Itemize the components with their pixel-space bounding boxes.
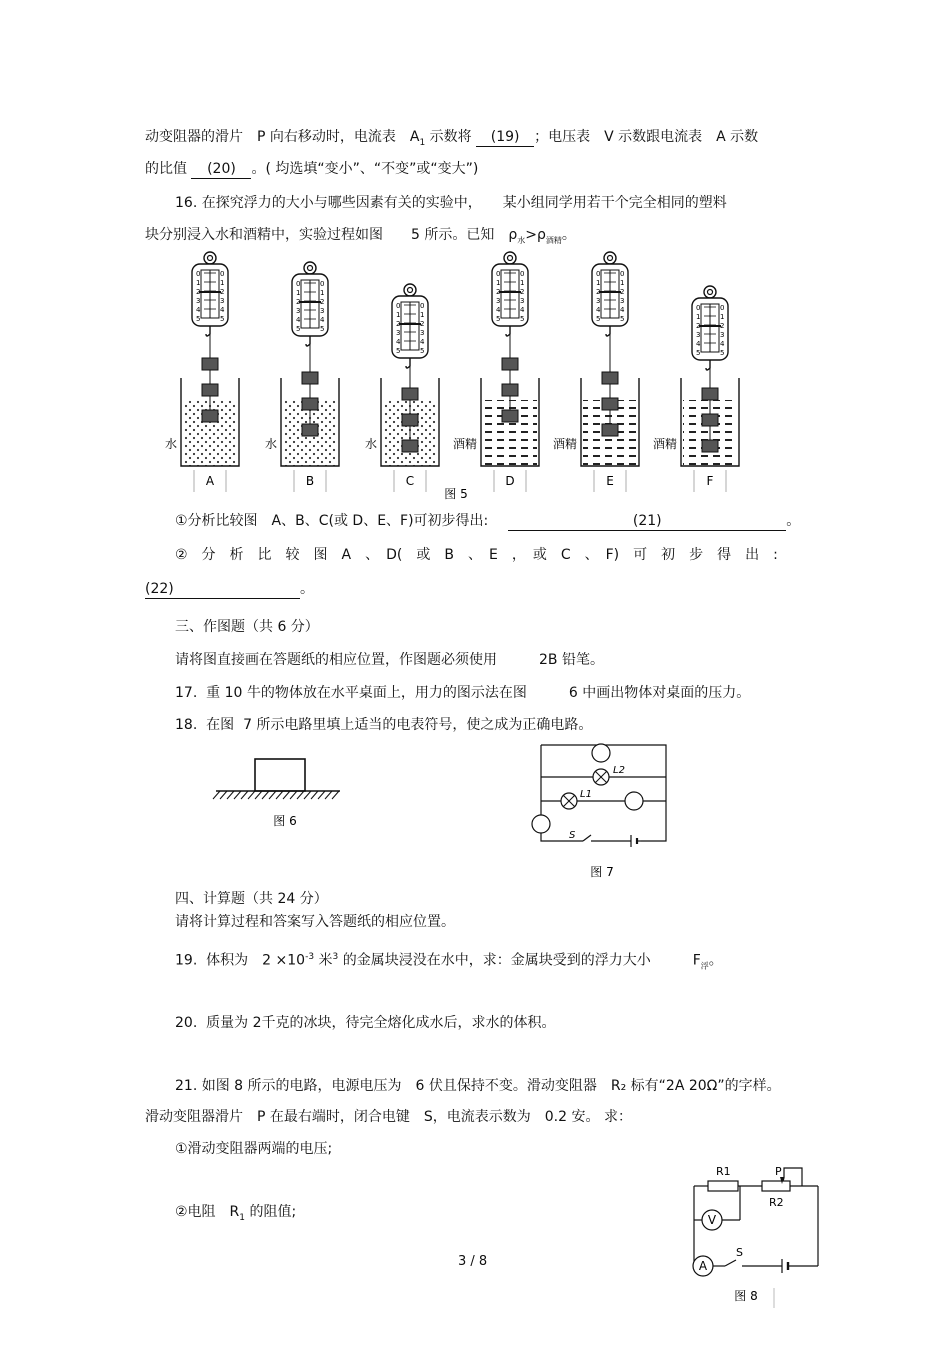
- svg-text:1: 1: [296, 289, 301, 297]
- beaker-label-D: D: [505, 474, 515, 488]
- svg-text:1: 1: [496, 279, 501, 287]
- svg-text:4: 4: [720, 340, 725, 348]
- svg-text:0: 0: [396, 302, 401, 310]
- svg-text:4: 4: [496, 306, 501, 314]
- svg-text:1: 1: [220, 279, 225, 287]
- svg-text:5: 5: [596, 315, 601, 323]
- section-3-note: 请将图直接画在答题纸的相应位置，作图题必须使用 2B 铅笔。: [175, 652, 604, 668]
- svg-text:3: 3: [396, 329, 401, 337]
- svg-text:1: 1: [420, 311, 425, 319]
- svg-text:2: 2: [596, 288, 601, 296]
- svg-text:2: 2: [696, 322, 701, 330]
- blank-21: (21): [508, 512, 786, 531]
- svg-text:1: 1: [196, 279, 201, 287]
- figure-7: [525, 735, 675, 885]
- svg-text:2: 2: [320, 298, 325, 306]
- beaker-label-F: F: [706, 474, 714, 488]
- svg-text:1: 1: [720, 313, 725, 321]
- svg-text:3: 3: [220, 297, 225, 305]
- liquid-label-E: 酒精: [552, 437, 577, 451]
- svg-text:4: 4: [220, 306, 225, 314]
- lamp-l2: [593, 769, 609, 785]
- svg-text:1: 1: [520, 279, 525, 287]
- label-p: P: [775, 1165, 782, 1178]
- svg-text:0: 0: [196, 270, 201, 278]
- q16-analysis-2b: (22) 。: [145, 581, 314, 597]
- label-s: S: [569, 830, 576, 841]
- beaker-label-B: B: [305, 474, 315, 488]
- svg-text:0: 0: [720, 304, 725, 312]
- figure-8: [670, 1160, 830, 1308]
- svg-text:3: 3: [520, 297, 525, 305]
- voltmeter-label: V: [707, 1213, 717, 1227]
- svg-text:3: 3: [496, 297, 501, 305]
- svg-text:5: 5: [620, 315, 625, 323]
- svg-text:4: 4: [396, 338, 401, 346]
- svg-text:3: 3: [196, 297, 201, 305]
- svg-text:5: 5: [220, 315, 225, 323]
- q15-line-2: 的比值 (20) 。( 均选填“变小”、“不变”或“变大”): [145, 161, 479, 177]
- svg-text:5: 5: [320, 325, 325, 333]
- svg-text:2: 2: [496, 288, 501, 296]
- svg-text:5: 5: [496, 315, 501, 323]
- svg-text:5: 5: [196, 315, 201, 323]
- figure-5: [160, 244, 750, 506]
- svg-text:3: 3: [620, 297, 625, 305]
- svg-text:4: 4: [296, 316, 301, 324]
- svg-text:2: 2: [520, 288, 525, 296]
- svg-text:2: 2: [220, 288, 225, 296]
- liquid-label-F: 酒精: [652, 437, 677, 451]
- svg-text:0: 0: [620, 270, 625, 278]
- question-18: 18. 在图 7 所示电路里填上适当的电表符号，使之成为正确电路。: [175, 717, 593, 733]
- beaker-A: [165, 252, 239, 492]
- svg-text:5: 5: [420, 347, 425, 355]
- section-4-title: 四、计算题（共 24 分）: [175, 891, 328, 907]
- blank-22: (22): [145, 580, 300, 599]
- beaker-label-E: E: [606, 474, 614, 488]
- svg-text:2: 2: [396, 320, 401, 328]
- beaker-D: [453, 252, 539, 492]
- svg-text:0: 0: [296, 280, 301, 288]
- svg-text:0: 0: [520, 270, 525, 278]
- question-21-part-2: ②电阻 $R_1$ 的阻值;: [175, 1204, 297, 1223]
- beaker-label-C: C: [405, 474, 415, 488]
- resistor-r1: [708, 1181, 738, 1191]
- svg-text:3: 3: [320, 307, 325, 315]
- svg-text:1: 1: [620, 279, 625, 287]
- svg-text:4: 4: [696, 340, 701, 348]
- liquid-label-C: 水: [364, 437, 377, 451]
- section-3-title: 三、作图题（共 6 分）: [175, 619, 319, 635]
- svg-text:0: 0: [496, 270, 501, 278]
- svg-text:4: 4: [620, 306, 625, 314]
- svg-text:0: 0: [696, 304, 701, 312]
- svg-text:5: 5: [396, 347, 401, 355]
- svg-text:2: 2: [720, 322, 725, 330]
- beaker-F: [653, 286, 739, 492]
- label-l1: L1: [580, 789, 592, 800]
- beaker-B: [265, 262, 339, 492]
- question-21-part-1: ①滑动变阻器两端的电压;: [175, 1141, 333, 1157]
- question-17: 17. 重 10 牛的物体放在水平桌面上，用力的图示法在图 6 中画出物体对桌面的压力。: [175, 685, 751, 701]
- liquid-label-B: 水: [264, 437, 277, 451]
- svg-text:2: 2: [620, 288, 625, 296]
- svg-text:3: 3: [720, 331, 725, 339]
- label-r1: R1: [716, 1165, 731, 1178]
- svg-text:1: 1: [320, 289, 325, 297]
- q16-line-2: 块分别浸入水和酒精中，实验过程如图 5 所示。已知 $\rho_水>\rho_{酒精}$。: [145, 227, 576, 245]
- svg-text:4: 4: [196, 306, 201, 314]
- q16-analysis-2: ② 分 析 比 较 图 A 、 D( 或 B 、 E ， 或 C 、 F) 可 初 步 得 出 :: [175, 547, 778, 563]
- svg-text:4: 4: [596, 306, 601, 314]
- svg-text:3: 3: [596, 297, 601, 305]
- q16-analysis-1: ①分析比较图 A、B、C(或 D、E、F)可初步得出: (21) 。: [175, 513, 801, 529]
- svg-text:2: 2: [296, 298, 301, 306]
- svg-text:4: 4: [520, 306, 525, 314]
- resistor-r2: [762, 1181, 790, 1191]
- svg-text:0: 0: [596, 270, 601, 278]
- svg-text:0: 0: [420, 302, 425, 310]
- figure-7-caption: 图 7: [590, 865, 614, 879]
- meter-right: [625, 792, 643, 810]
- liquid-label-D: 酒精: [452, 437, 477, 451]
- svg-text:4: 4: [320, 316, 325, 324]
- figure-8-caption: 图 8: [734, 1289, 758, 1303]
- svg-text:5: 5: [720, 349, 725, 357]
- blank-19: (19): [476, 128, 534, 147]
- question-20: 20. 质量为 2千克的冰块，待完全熔化成水后，求水的体积。: [175, 1015, 556, 1031]
- section-4-note: 请将计算过程和答案写入答题纸的相应位置。: [175, 914, 455, 930]
- svg-text:2: 2: [196, 288, 201, 296]
- svg-text:5: 5: [520, 315, 525, 323]
- lamp-l1: [561, 793, 577, 809]
- beaker-E: [553, 252, 639, 492]
- beaker-C: [365, 284, 439, 492]
- ammeter-label: A: [698, 1259, 708, 1273]
- question-21-line-1: 21. 如图 8 所示的电路，电源电压为 6 伏且保持不变。滑动变阻器 R₂ 标有“2A 20Ω”的字样。: [175, 1078, 781, 1094]
- svg-text:5: 5: [296, 325, 301, 333]
- label-s8: S: [736, 1246, 743, 1259]
- label-r2: R2: [769, 1196, 784, 1209]
- svg-text:3: 3: [696, 331, 701, 339]
- blank-20: (20): [191, 160, 251, 179]
- svg-text:5: 5: [696, 349, 701, 357]
- label-l2: L2: [613, 765, 625, 776]
- q15-line-1: 动变阻器的滑片 P 向右移动时，电流表 $A_1$ 示数将 (19) ；电压表 V 示数跟电流表 A 示数: [145, 129, 759, 148]
- svg-text:0: 0: [220, 270, 225, 278]
- svg-text:1: 1: [396, 311, 401, 319]
- figure-6: [212, 755, 344, 833]
- meter-top: [592, 744, 610, 762]
- beaker-label-A: A: [205, 474, 215, 488]
- question-21-line-2: 滑动变阻器滑片 P 在最右端时，闭合电键 S，电流表示数为 0.2 安。 求：: [145, 1109, 632, 1125]
- figure-6-caption: 图 6: [273, 814, 297, 828]
- block: [255, 759, 305, 791]
- meter-left: [532, 815, 550, 833]
- question-19: 19. 体积为 $2 \times 10^{-3}$ 米$^3$ 的金属块浸没在水中，求：金属块受到的浮力大小 $F_浮$。: [175, 952, 723, 971]
- svg-text:3: 3: [296, 307, 301, 315]
- svg-text:3: 3: [420, 329, 425, 337]
- svg-text:0: 0: [320, 280, 325, 288]
- figure-5-caption: 图 5: [444, 487, 468, 501]
- page-number: 3 / 8: [458, 1254, 488, 1269]
- svg-text:4: 4: [420, 338, 425, 346]
- liquid-label-A: 水: [164, 437, 177, 451]
- svg-text:1: 1: [696, 313, 701, 321]
- svg-text:2: 2: [420, 320, 425, 328]
- svg-text:1: 1: [596, 279, 601, 287]
- q16-line-1: 16. 在探究浮力的大小与哪些因素有关的实验中， 某小组同学用若干个完全相同的塑料: [175, 195, 727, 211]
